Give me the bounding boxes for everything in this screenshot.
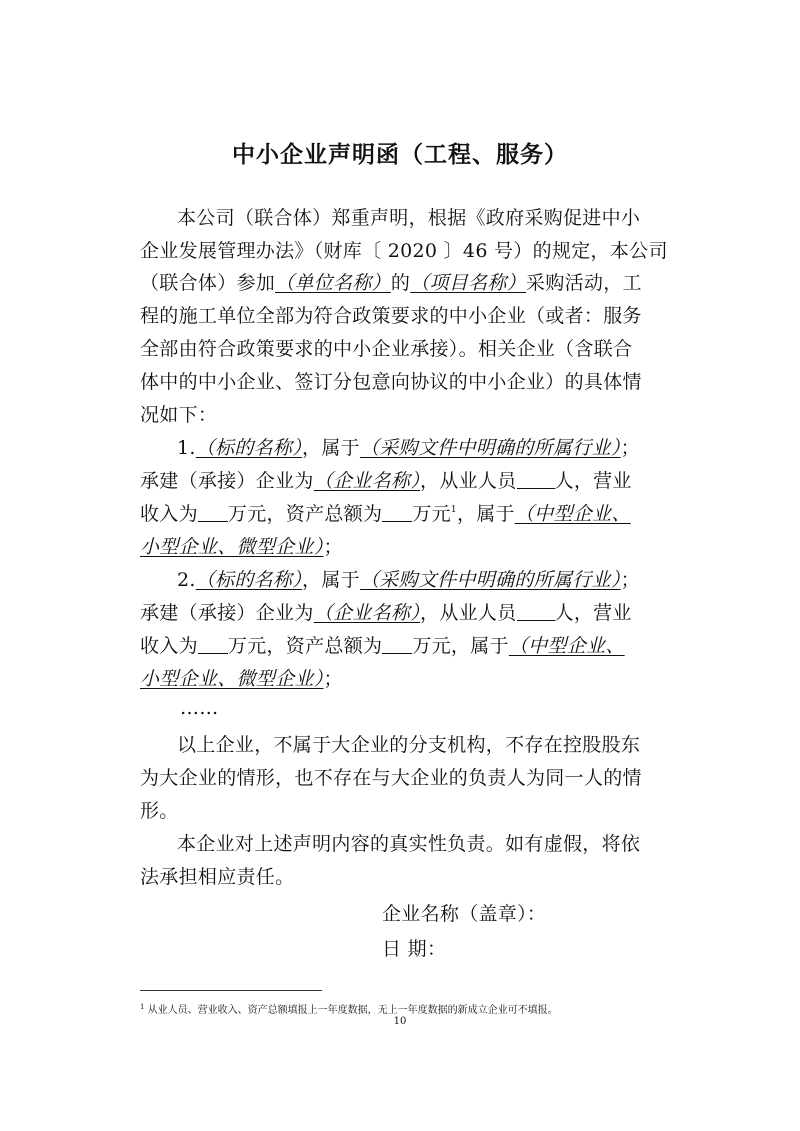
industry-field: （采购文件中明确的所属行业） [359, 569, 621, 591]
paragraph-line: 程的施工单位全部为符合政策要求的中小企业（或者：服务 [140, 305, 642, 327]
company-name-field: （企业名称） [313, 602, 421, 624]
page-title: 中小企业声明函（工程、服务） [232, 142, 568, 168]
item-2-line: 小型企业、微型企业）； [140, 668, 343, 690]
item-1-line: 1.（标的名称），属于（采购文件中明确的所属行业）； [177, 437, 640, 459]
enterprise-size-field: 小型企业、微型企业） [140, 536, 324, 558]
paragraph-line: 形。 [140, 800, 179, 822]
footnote-ref: 1 [450, 505, 457, 515]
assets-blank [382, 505, 412, 522]
page-number: 10 [393, 1016, 407, 1027]
paragraph-line: 为大企业的情形，也不存在与大企业的负责人为同一人的情 [140, 767, 642, 789]
footnote-divider [140, 990, 322, 991]
item-2-line: 2.（标的名称），属于（采购文件中明确的所属行业）； [177, 569, 640, 591]
enterprise-size-field: （中型企业、 [514, 503, 631, 525]
signature-date-label: 日 期： [382, 938, 447, 960]
ellipsis: …… [180, 697, 219, 719]
paragraph-line: 以上企业，不属于大企业的分支机构，不存在控股股东 [177, 734, 641, 756]
paragraph-line: 本企业对上述声明内容的真实性负责。如有虚假，将依 [177, 833, 641, 855]
paragraph-line: 况如下： [140, 404, 218, 426]
enterprise-size-field: 小型企业、微型企业） [140, 668, 324, 690]
paragraph-line: （联合体）参加（单位名称）的（项目名称）采购活动，工 [140, 272, 642, 294]
enterprise-size-field: （中型企业、 [508, 635, 625, 657]
staff-count-blank [517, 472, 555, 489]
staff-count-blank [517, 604, 555, 621]
paragraph-line: 本公司（联合体）郑重声明，根据《政府采购促进中小 [177, 207, 641, 229]
industry-field: （采购文件中明确的所属行业） [359, 437, 621, 459]
paragraph-line: 体中的中小企业、签订分包意向协议的中小企业）的具体情 [140, 371, 642, 393]
revenue-blank [198, 637, 228, 654]
subject-name-field: （标的名称） [195, 569, 303, 591]
item-2-line: 承建（承接）企业为（企业名称），从业人员 人，营业 [140, 602, 632, 624]
paragraph-line: 企业发展管理办法》（财库〔 2020 〕46 号）的规定，本公司 [140, 240, 668, 262]
unit-name-field: （单位名称） [275, 272, 391, 294]
paragraph-line: 法承担相应责任。 [140, 866, 295, 888]
signature-company-label: 企业名称（盖章）： [382, 903, 547, 925]
item-1-line: 收入为 万元，资产总额为 万元$^1$，属于（中型企业、 [140, 503, 631, 525]
item-2-line: 收入为 万元，资产总额为 万元，属于（中型企业、 [140, 635, 625, 657]
footnote-mark: 1 [140, 1003, 145, 1011]
company-name-field: （企业名称） [313, 470, 421, 492]
subject-name-field: （标的名称） [195, 437, 303, 459]
footnote: $^1$ 从业人员、营业收入、资产总额填报上一年度数据，无上一年度数据的新成立企业可不填报。 [140, 1003, 558, 1016]
item-1-line: 小型企业、微型企业）； [140, 536, 343, 558]
paragraph-line: 全部由符合政策要求的中小企业承接）。相关企业（含联合 [140, 338, 633, 360]
assets-blank [382, 637, 412, 654]
item-1-line: 承建（承接）企业为（企业名称），从业人员 人，营业 [140, 470, 632, 492]
project-name-field: （项目名称） [410, 272, 527, 294]
revenue-blank [198, 505, 228, 522]
